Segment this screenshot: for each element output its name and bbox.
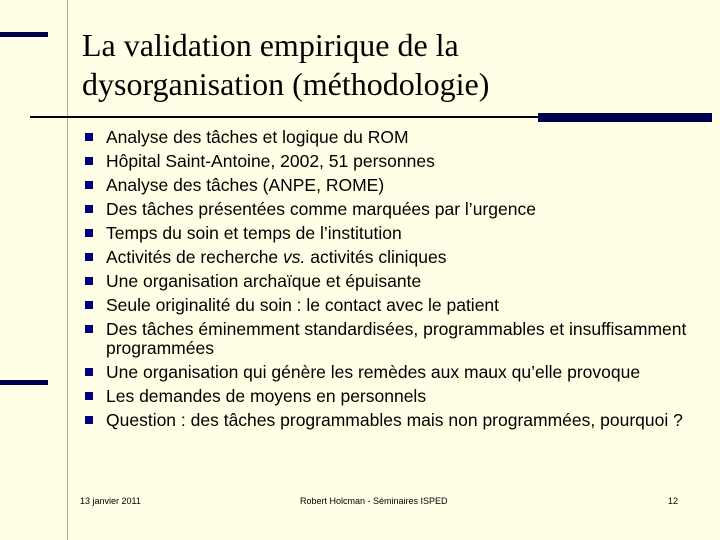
bullet-item [82, 272, 702, 291]
bullet-text: Temps du soin et temps de l’institution [106, 223, 402, 243]
title-accent-bar [538, 113, 712, 122]
square-bullet-icon [85, 392, 93, 400]
bullet-item [82, 152, 702, 171]
bullet-item [82, 128, 702, 147]
bullet-item [82, 224, 702, 243]
bullet-item [82, 200, 702, 219]
bullet-text: Des tâches présentées comme marquées par l’urgence [106, 199, 536, 219]
square-bullet-icon [85, 368, 93, 376]
bullet-text: Seule originalité du soin : le contact avec le patient [106, 295, 500, 315]
bullet-item [82, 411, 702, 430]
bullet-item [82, 387, 702, 406]
square-bullet-icon [85, 157, 93, 165]
square-bullet-icon [85, 229, 93, 237]
left-accent-bar-bottom [0, 380, 48, 385]
bullet-item [82, 176, 702, 195]
bullet-text: Activités de recherche vs. activités cliniques [106, 247, 447, 267]
bullet-text: Une organisation qui génère les remèdes aux maux qu’elle provoque [106, 362, 641, 382]
square-bullet-icon [85, 416, 93, 424]
slide-title-line-1: La validation empirique de la [82, 27, 459, 63]
square-bullet-icon [85, 133, 93, 141]
bullet-text: Hôpital Saint-Antoine, 2002, 51 personnes [106, 151, 435, 171]
square-bullet-icon [85, 205, 93, 213]
bullet-text: Des tâches éminemment standardisées, programmables et insuffisamment programmées [106, 319, 687, 358]
square-bullet-icon [85, 301, 93, 309]
bullet-item [82, 296, 702, 315]
slide-title [82, 26, 702, 104]
bullet-text: Les demandes de moyens en personnels [106, 386, 427, 406]
square-bullet-icon [85, 277, 93, 285]
slide-title-line-2: dysorganisation (méthodologie) [82, 66, 490, 102]
emphasis-text: vs. [283, 247, 306, 267]
bullet-item [82, 363, 702, 382]
square-bullet-icon [85, 253, 93, 261]
bullet-text: Question : des tâches programmables mais non programmées, pourquoi ? [106, 410, 683, 430]
bullet-text: Analyse des tâches (ANPE, ROME) [106, 175, 385, 195]
square-bullet-icon [85, 181, 93, 189]
footer-author: Robert Holcman - Séminaires ISPED [300, 496, 448, 506]
bullet-text: Analyse des tâches et logique du ROM [106, 127, 409, 147]
bullet-list [82, 128, 702, 435]
bullet-item [82, 248, 702, 267]
bullet-item [82, 320, 702, 358]
footer-date: 13 janvier 2011 [80, 496, 141, 506]
square-bullet-icon [85, 325, 93, 333]
left-accent-bar-top [0, 32, 48, 37]
vertical-guide-line [67, 0, 68, 540]
footer-page-number: 12 [668, 496, 679, 506]
bullet-text: Une organisation archaïque et épuisante [106, 271, 422, 291]
